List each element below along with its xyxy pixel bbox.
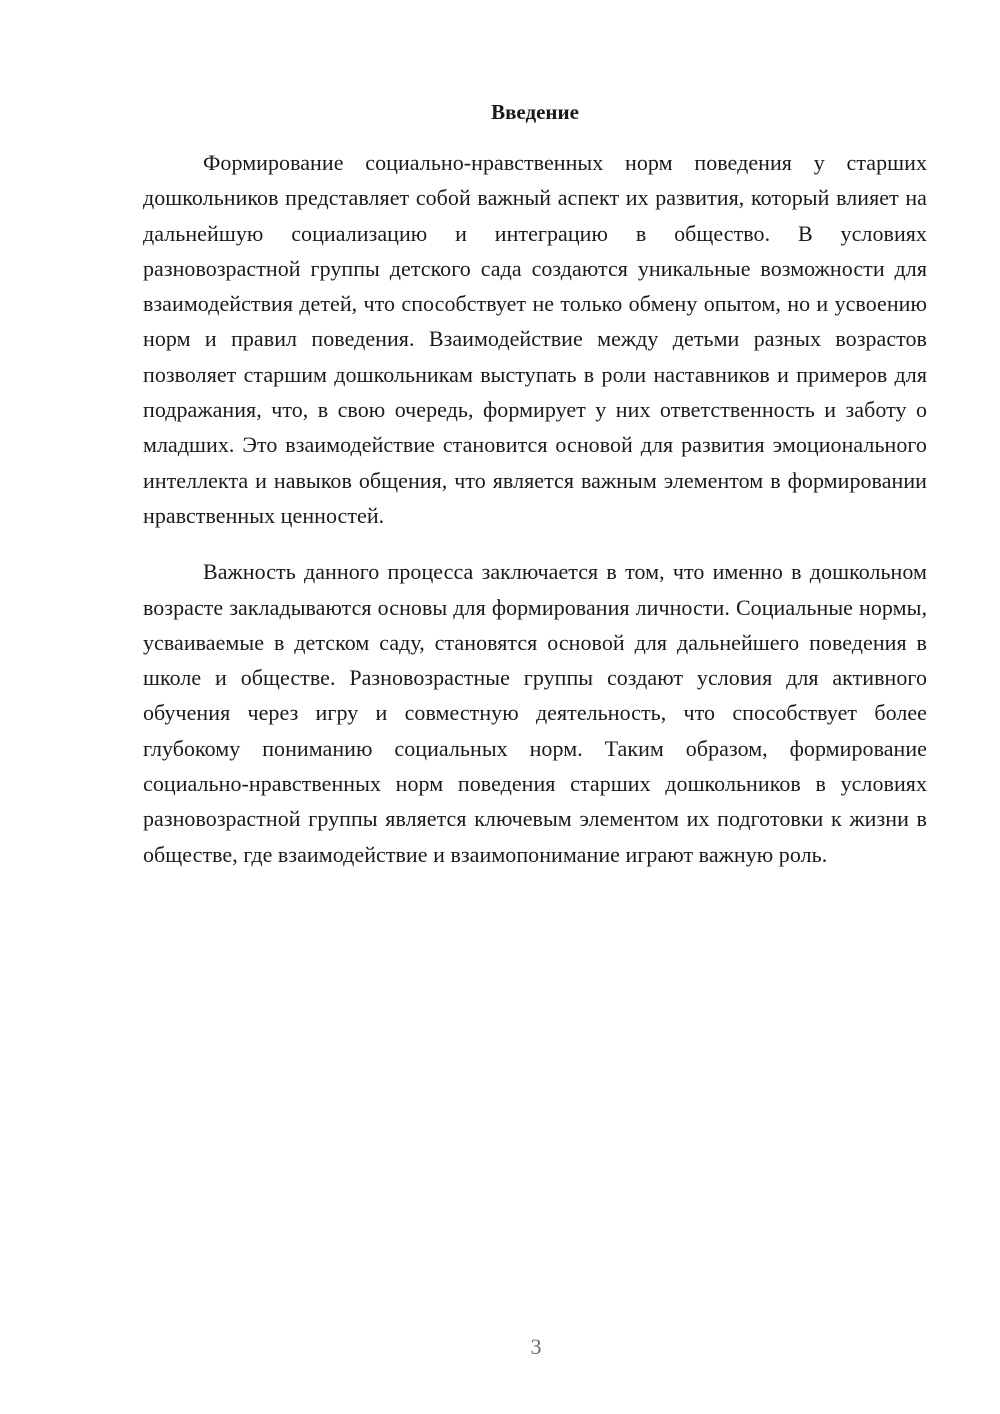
paragraph: Формирование социально-нравственных норм поведения у старших дошкольников представляет собой важный аспект их развития, который влияет на дальнейшую социализацию и интеграцию в общество. В условиях разновозрастной группы детского сада создаются уникальные возможности для взаимодействия детей, что способствует не только обмену опытом, но и усвоению норм и правил поведения. Взаимодействие между детьми разных возрастов позволяет старшим дошкольникам выступать в роли наставников и примеров для подражания, что, в свою очередь, формирует у них ответственность и заботу о младших. Это взаимодействие становится основой для развития эмоционального интеллекта и навыков общения, что является важным элементом в формировании нравственных ценностей. <box>143 150 927 528</box>
page-number: 3 <box>530 1334 542 1359</box>
paragraph: Важность данного процесса заключается в том, что именно в дошкольном возрасте закладываются основы для формирования личности. Социальные нормы, усваиваемые в детском саду, становятся основой для дальнейшего поведения в школе и обществе. Разновозрастные группы создают условия для активного обучения через игру и совместную деятельность, что способствует более глубокому пониманию социальных норм. Таким образом, формирование социально-нравственных норм поведения старших дошкольников в условиях разновозрастной группы является ключевым элементом их подготовки к жизни в обществе, где взаимодействие и взаимопонимание играют важную роль. <box>143 559 927 867</box>
section-title: Введение <box>491 100 579 124</box>
body-text <box>143 145 927 872</box>
